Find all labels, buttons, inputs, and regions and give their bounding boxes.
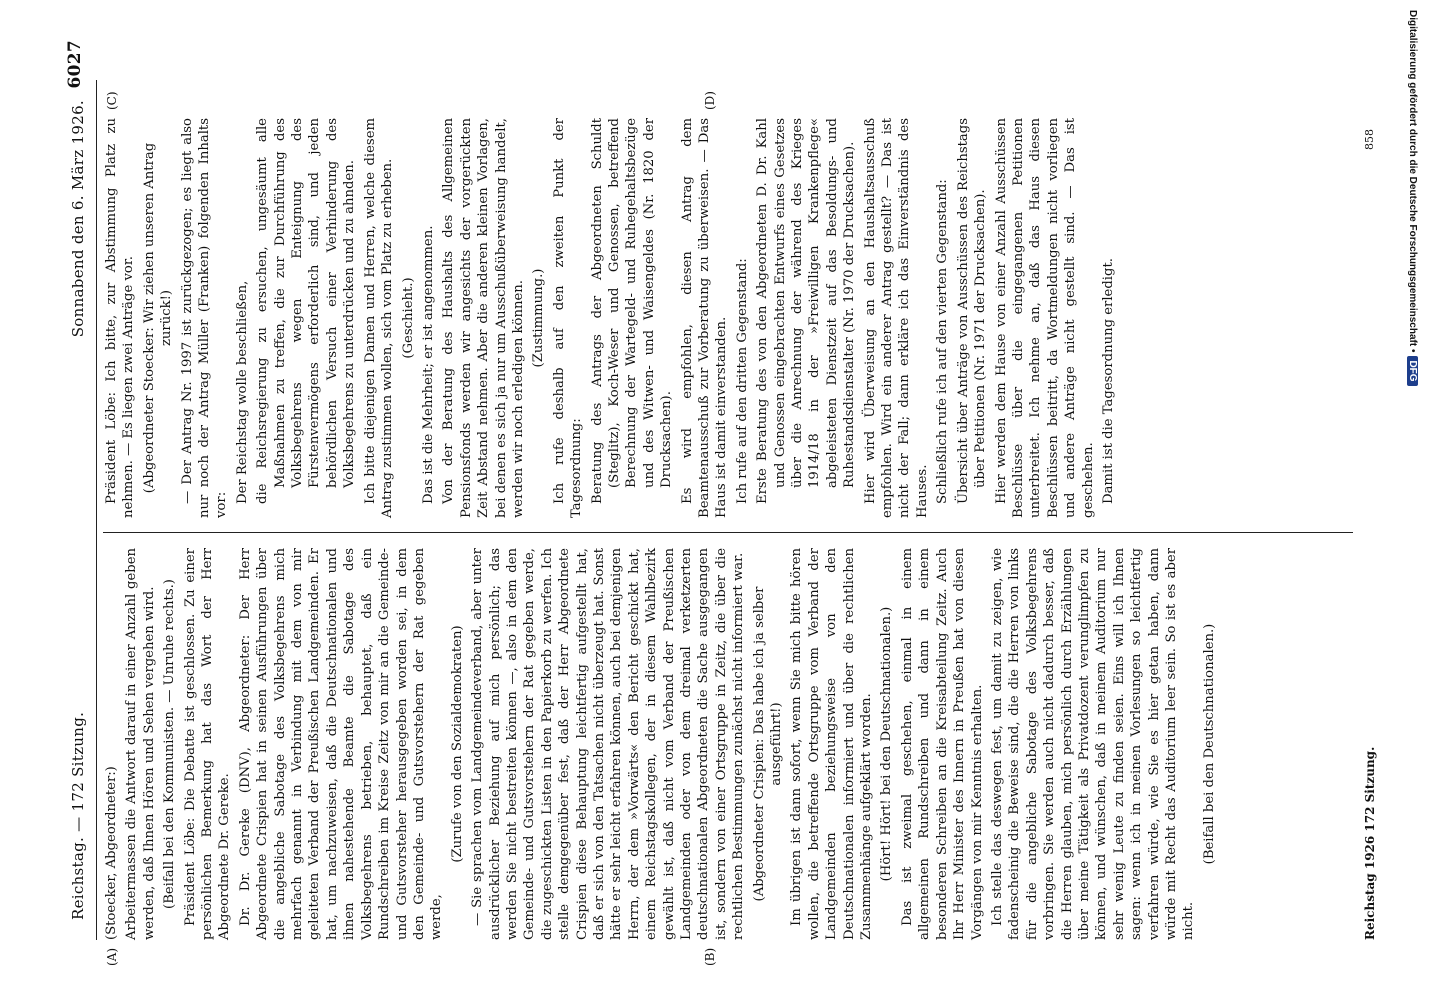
column-divider xyxy=(103,532,1353,533)
right-column xyxy=(103,118,1120,518)
right-column-paragraph: Ich rufe auf den dritten Gegenstand: xyxy=(734,258,750,504)
right-column-paragraph: (Abgeordneter Stoecker: Wir ziehen unseren Antrag zurück!) xyxy=(141,142,175,494)
right-column-paragraph: Es wird empfohlen, diesen Antrag dem Beamtenausschuß zur Vorberatung zu überweisen. — Das Haus ist damit einverstanden. xyxy=(679,118,730,518)
left-column-paragraph: — Sie sprachen vom Landgemeindeverband, aber unter ausdrücklicher Beziehung auf mich persönlich; das werden Sie nicht bestreiten können —, also in dem den Gemeinde- und Gutsvorstehern der Rat gegeben werde, die zugeschickten Listen in den Papierkorb zu werfen. Ich stelle demgegenüber fest, daß der Herr Abgeordnete Crispien diese Behauptung leichtfertig aufgestellt hat, daß er sich von den Tatsachen nicht überzeugt hat. Sonst hätte er sehr leicht erfahren können, auch bei demjenigen Herrn, der dem »Vorwärts« den Bericht geschickt hat, einem Reichstagskollegen, der in diesem Wahlbezirk gewählt ist, daß nicht vom Verband der Preußischen Landgemeinden oder von dem dreimal verketzerten deutschnationalen Abgeordneten die Sache ausgegangen ist, sondern von einer Ortsgruppe in Zeitz, die über die rechtlichen Bestimmungen zunächst nicht informiert war. xyxy=(470,548,747,940)
right-column-paragraph: die Reichsregierung zu ersuchen, ungesäumt alle Maßnahmen zu treffen, die zur Durchführung des Volksbegehrens wegen Enteignung des Fürstenvermögens erforderlich sind, und jeden behördlichen Versuch einer Verhinderung des Volksbegehrens zu unterdrücken und zu ahnden. xyxy=(255,118,358,504)
left-column-paragraph: (Beifall bei den Kommunisten. — Unruhe rechts.) xyxy=(162,579,178,909)
right-column-paragraph: Erste Beratung des von den Abgeordneten D. Dr. Kahl und Genossen eingebrachten Entwurfs eines Gesetzes über die Anrechnung der während des Krieges 1914/18 in der »Freiwilligen Krankenpflege« abgeleisteten Dienstzeit auf das Besoldungs- und Ruhestandsdienstalter (Nr. 1970 der Drucksachen). xyxy=(755,118,858,504)
header-left: Reichstag. — 172 Sitzung. xyxy=(69,711,87,920)
right-column-paragraph: Von der Beratung des Haushalts des Allgemeinen Pensionsfonds werden wir angesichts der vorgerückten Zeit Abstand nehmen. Aber die anderen kleinen Vorlagen, bei denen es sich ja nur um Ausschußüberweisung handelt, werden wir noch erledigen können. xyxy=(441,118,526,518)
left-column-paragraph: (Abgeordneter Crispien: Das habe ich ja selber ausgeführt!) xyxy=(751,586,785,902)
dfg-logo: DFG xyxy=(1407,356,1418,385)
left-column-paragraph: Arbeitermassen die Antwort darauf in einer Anzahl geben werden, daß Ihnen Hören und Sehen vergehen wird. xyxy=(124,548,157,940)
right-column-paragraph: Hier wird Überweisung an den Haushaltsausschuß empfohlen. Wird ein anderer Antrag gestellt? — Das ist nicht der Fall; dann erkläre ich das Einverständnis des Hauses. xyxy=(862,118,930,518)
footer-left: Reichstag 1926 172 Sitzung. xyxy=(1363,746,1377,940)
left-column-paragraph: (Beifall bei den Deutschnationalen.) xyxy=(1201,623,1217,865)
sheet-number: 858 xyxy=(1363,129,1376,150)
right-column-paragraph: Der Reichstag wolle beschließen, xyxy=(234,280,250,504)
rotated-page xyxy=(63,40,1398,966)
left-column-paragraph: (Stoecker, Abgeordneter:) xyxy=(104,766,119,940)
header-right: Sonnabend den 6. März 1926. xyxy=(69,100,87,338)
marker-a: (A) xyxy=(105,947,119,966)
right-column-paragraph: Ich bitte diejenigen Damen und Herren, welche diesem Antrag zustimmen wollen, sich vom Platz zu erheben. xyxy=(362,118,396,518)
left-column-paragraph: Ich stelle das deswegen fest, um damit zu zeigen, wie fadenscheinig die Beweise sind, die die Herren von links für die angebliche Sabotage des Volksbegehrens vorbringen. Sie werden auch nicht dadurch besser, daß die Herren glauben, mich persönlich durch Erzählungen über meine Tätigkeit als Privatdozent verunglimpfen zu können, und wünschen, daß in meinem Auditorium nur sehr wenig Leute zu finden seien. Eins will ich Ihnen sagen: wenn ich in meinen Vorlesungen so leichtfertig verfahren würde, wie Sie es hier getan haben, dann würde mit Recht das Auditorium leer sein. So ist es aber nicht. xyxy=(989,548,1197,940)
right-column-paragraph: — Der Antrag Nr. 1997 ist zurückgezogen; es liegt also nur noch der Antrag Müller (Franken) folgenden Inhalts vor: xyxy=(179,118,230,518)
right-column-paragraph: Damit ist die Tagesordnung erledigt. xyxy=(1100,258,1116,504)
right-column-paragraph: Ich rufe deshalb auf den zweiten Punkt der Tagesordnung: xyxy=(551,118,585,518)
right-column-paragraph: Beratung des Antrags der Abgeordneten Schuldt (Steglitz), Koch-Weser und Genossen, betreffend Berechnung der Wartegeld- und Ruhegehaltsbezüge und des Witwen- und Waisengeldes (Nr. 1820 der Drucksachen). xyxy=(589,118,675,504)
right-column-paragraph: Präsident Löbe: Ich bitte, zur Abstimmung Platz zu nehmen. — Es liegen zwei Anträge vor. xyxy=(104,118,137,518)
left-column-paragraph: (Hört! Hört! bei den Deutschnationalen.) xyxy=(879,606,895,882)
marker-b: (B) xyxy=(703,947,717,966)
right-column-paragraph: Schließlich rufe ich auf den vierten Gegenstand: xyxy=(935,179,951,504)
right-column-paragraph: (Geschieht.) xyxy=(400,277,416,359)
marker-c: (C) xyxy=(105,91,119,110)
page-number: 6027 xyxy=(65,40,85,89)
left-column-paragraph: Dr. Dr. Gereke (DNV), Abgeordneter: Der Herr Abgeordnete Crispien hat in seinen Ausführungen über die angebliche Sabotage des Volksbegehrens mich mehrfach genannt in Verbindung mit dem von mir geleiteten Verband der Preußischen Landgemeinden. Er hat, um nachzuweisen, daß die Deutschnationalen und ihnen nahestehende Beamte die Sabotage des Volksbegehrens betrieben, behauptet, daß ein Rundschreiben im Kreise Zeitz von mir an die Gemeinde- und Gutsvorsteher herausgegeben worden sei, in dem den Gemeinde- und Gutsvorstehern der Rat gegeben werde, xyxy=(237,548,445,940)
digitization-credit xyxy=(1402,10,1418,990)
right-column-paragraph: Übersicht über Anträge von Ausschüssen des Reichstags über Petitionen (Nr. 1971 der Drucksachen). xyxy=(955,118,989,504)
marker-d: (D) xyxy=(703,91,717,110)
header-rule xyxy=(96,80,97,940)
page-header xyxy=(63,40,99,940)
right-column-paragraph: (Zustimmung.) xyxy=(531,268,547,368)
left-column-paragraph: Präsident Löbe: Die Debatte ist geschlossen. Zu einer persönlichen Bemerkung hat das Wort der Herr Abgeordnete Dr. Gereke. xyxy=(182,548,233,940)
credit-text: Digitalisierung gefördert durch die Deutsche Forschungsgemeinschaft • xyxy=(1407,10,1418,353)
left-column-paragraph: Im übrigen ist dann sofort, wenn Sie mich bitte hören wollen, die betreffende Ortsgruppe vom Verband der Landgemeinden beziehungsweise von den Deutschnationalen informiert und über die rechtlichen Zusammenhänge aufgeklärt worden. xyxy=(789,548,875,940)
left-column-paragraph: Das ist zweimal geschehen, einmal in einem allgemeinen Rundschreiben und dann in einem besonderen Schreiben an die Kreisabteilung Zeitz. Auch Ihr Herr Minister des Innern in Preußen hat von diesen Vorgängen von mir Kenntnis erhalten. xyxy=(899,548,985,940)
right-column-paragraph: Das ist die Mehrheit; er ist angenommen. xyxy=(420,225,436,504)
left-column-paragraph: (Zurufe von den Sozialdemokraten) xyxy=(449,625,465,863)
left-column xyxy=(103,548,1221,940)
right-column-paragraph: Hier werden dem Hause von einer Anzahl Ausschüssen Beschlüsse über die eingegangenen Petitionen unterbreitet. Ich nehme an, daß das Haus diesen Beschlüssen beitritt, da Wortmeldungen nicht vorliegen und andere Anträge nicht gestellt sind. — Das ist geschehen. xyxy=(993,118,1096,518)
